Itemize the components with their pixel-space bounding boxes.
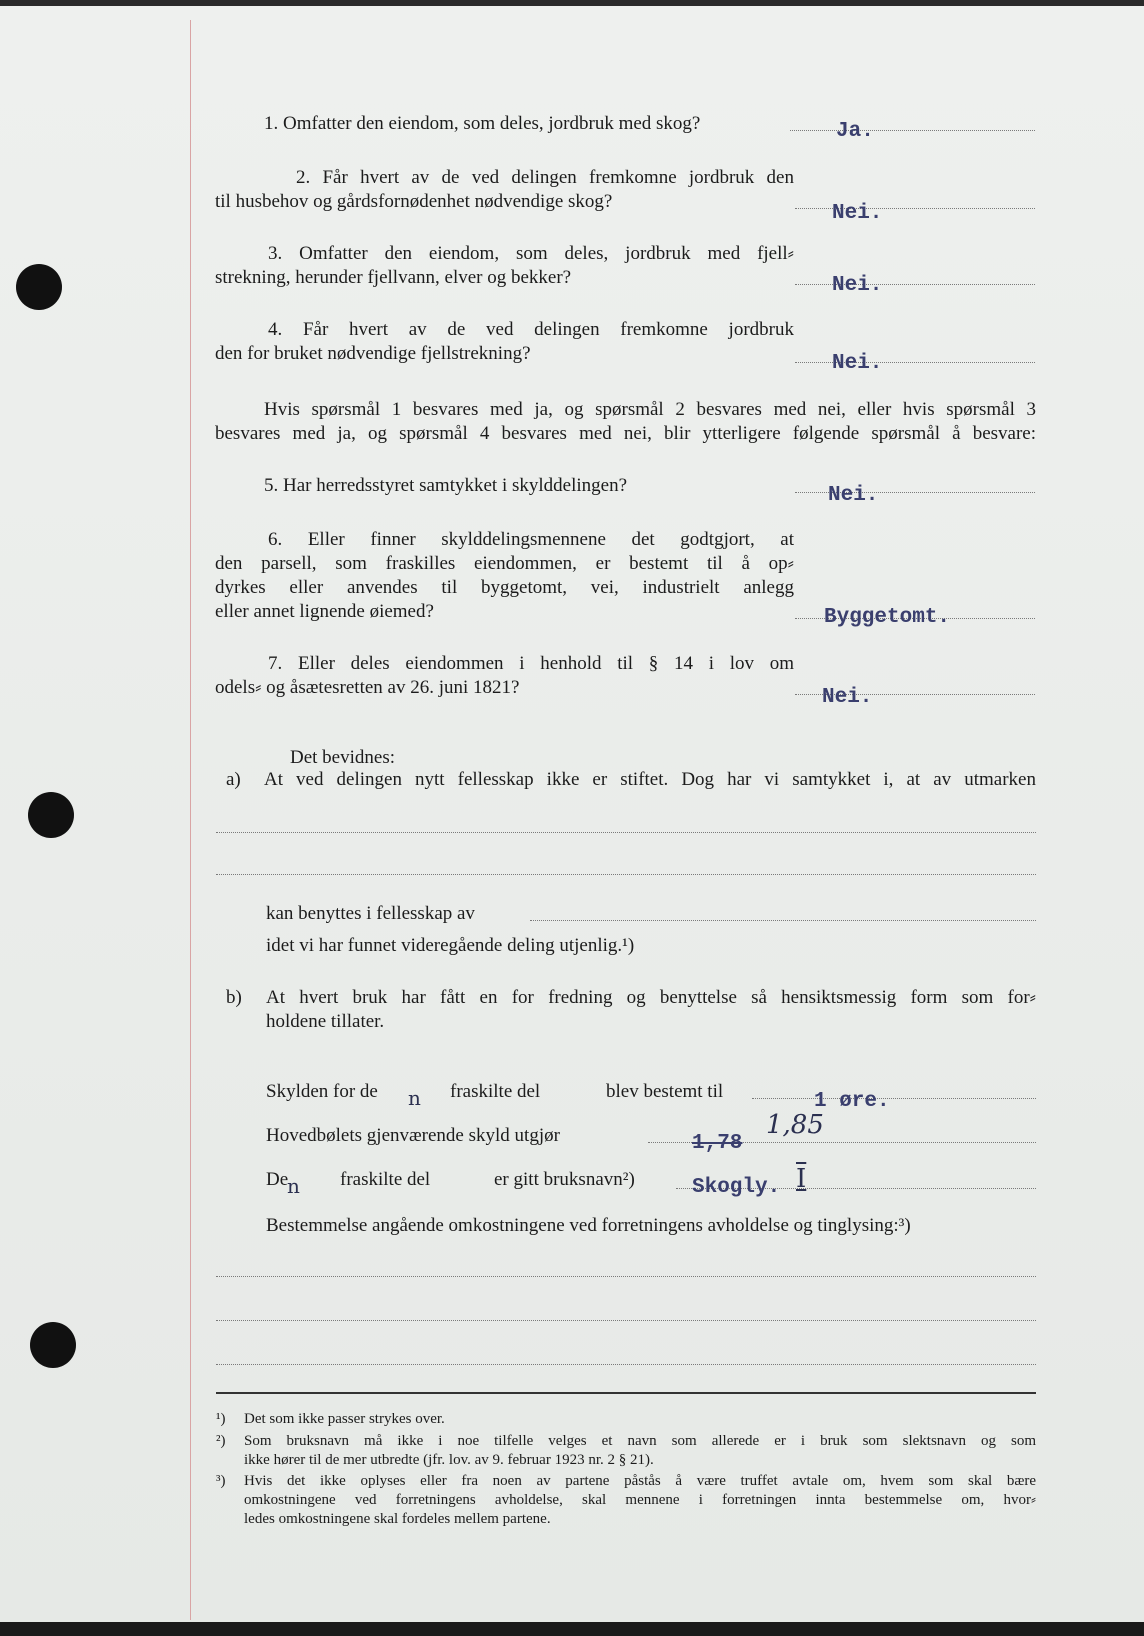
footnote-3-line1: Hvis det ikke oplyses eller fra noen av partene påstås å være truffet avtale om, hvem som skal bære bbox=[244, 1473, 1036, 1489]
answer-line bbox=[795, 284, 1035, 285]
footnote-2-line1: Som bruksnavn må ikke i noe tilfelle velges et navn som allerede er i bruk som slektsnavn og som bbox=[244, 1433, 1036, 1449]
footnote-rule bbox=[216, 1392, 1036, 1394]
bruksnavn-label-c: er gitt bruksnavn²) bbox=[494, 1169, 635, 1190]
omkostninger-label: Bestemmelse angående omkostningene ved forretningens avholdelse og tinglysing:³) bbox=[266, 1215, 911, 1236]
attest-b-line1: At hvert bruk har fått en for fredning og benyttelse så hensiktsmessig form som for⸗ bbox=[266, 987, 1036, 1008]
answer-4: Nei. bbox=[832, 352, 883, 375]
skyld-label-b: fraskilte del bbox=[450, 1081, 541, 1102]
question-5: 5. Har herredsstyret samtykket i skylddelingen? bbox=[264, 475, 628, 496]
attest-a-text: At ved delingen nytt fellesskap ikke er stiftet. Dog har vi samtykket i, at av utmarken bbox=[264, 769, 1036, 790]
punch-hole bbox=[28, 792, 74, 838]
question-1: 1. Omfatter den eiendom, som deles, jordbruk med skog? bbox=[264, 113, 701, 134]
question-4-line2: den for bruket nødvendige fjellstrekning? bbox=[215, 343, 531, 364]
footnote-2-mark: ²) bbox=[216, 1433, 226, 1449]
answer-7: Nei. bbox=[822, 686, 873, 709]
answer-1: Ja. bbox=[836, 120, 874, 143]
footnote-1-line1: Det som ikke passer strykes over. bbox=[244, 1411, 445, 1427]
answer-3: Nei. bbox=[832, 274, 883, 297]
footnote-3-line2: omkostningene ved forretningens avholdelse, skal mennene i forretningen innta bestemmelse om, hvor⸗ bbox=[244, 1492, 1036, 1508]
bruksnavn-n: n bbox=[287, 1174, 300, 1198]
conditional-line2: besvares med ja, og spørsmål 4 besvares med nei, blir ytterligere følgende spørsmål å besvare: bbox=[215, 423, 1036, 444]
answer-line bbox=[795, 362, 1035, 363]
answer-5: Nei. bbox=[828, 484, 879, 507]
question-6-line2: den parsell, som fraskilles eiendommen, er bestemt til å op⸗ bbox=[215, 553, 794, 574]
attest-b-line2: holdene tillater. bbox=[266, 1011, 385, 1032]
attest-b-label: b) bbox=[226, 987, 242, 1008]
question-6-line1: 6. Eller finner skylddelingsmennene det godtgjort, at bbox=[268, 529, 794, 550]
question-3-line2: strekning, herunder fjellvann, elver og bekker? bbox=[215, 267, 572, 288]
skyld-label-a: Skylden for de bbox=[266, 1081, 378, 1102]
attest-heading: Det bevidnes: bbox=[290, 747, 396, 768]
scan-top-edge bbox=[0, 0, 1144, 6]
footnote-3-mark: ³) bbox=[216, 1473, 226, 1489]
question-4-line1: 4. Får hvert av de ved delingen fremkomne jordbruk bbox=[268, 319, 794, 340]
punch-hole bbox=[30, 1322, 76, 1368]
question-2-line1: 2. Får hvert av de ved delingen fremkomne jordbruk den bbox=[296, 167, 794, 188]
question-6-line4: eller annet lignende øiemed? bbox=[215, 601, 434, 622]
footnote-2-line2: ikke hører til de mer utbredte (jfr. lov. av 9. februar 1923 nr. 2 § 21). bbox=[244, 1452, 654, 1468]
punch-hole bbox=[16, 264, 62, 310]
answer-line bbox=[752, 1098, 1036, 1099]
skyld-answer: 1 øre. bbox=[814, 1090, 890, 1113]
blank-line bbox=[216, 1276, 1036, 1277]
margin-line bbox=[190, 20, 191, 1620]
skyld-n: n bbox=[408, 1086, 421, 1110]
bruksnavn-handwritten: I bbox=[796, 1164, 807, 1194]
blank-line bbox=[216, 874, 1036, 875]
attest-a-cont2: idet vi har funnet videregående deling utjenlig.¹) bbox=[266, 935, 635, 956]
blank-line bbox=[216, 1364, 1036, 1365]
question-6-line3: dyrkes eller anvendes til byggetomt, vei, industrielt anlegg bbox=[215, 577, 794, 598]
attest-a-cont1: kan benyttes i fellesskap av bbox=[266, 903, 475, 924]
answer-line bbox=[790, 130, 1035, 131]
scan-bottom-edge bbox=[0, 1622, 1144, 1636]
blank-line bbox=[216, 1320, 1036, 1321]
question-2-line2: til husbehov og gårdsfornødenhet nødvendige skog? bbox=[215, 191, 613, 212]
bruksnavn-label-a: De bbox=[266, 1169, 289, 1190]
attest-a-label: a) bbox=[226, 769, 241, 790]
hovedbol-struck-value: 1,78 bbox=[692, 1132, 743, 1155]
question-3-line1: 3. Omfatter den eiendom, som deles, jordbruk med fjell⸗ bbox=[268, 243, 794, 264]
question-7-line1: 7. Eller deles eiendommen i henhold til § 14 i lov om bbox=[268, 653, 794, 674]
hovedbol-label: Hovedbølets gjenværende skyld utgjør bbox=[266, 1125, 560, 1146]
hovedbol-handwritten-value: 1,85 bbox=[766, 1110, 824, 1140]
bruksnavn-answer: Skogly. bbox=[692, 1176, 781, 1199]
answer-line bbox=[795, 208, 1035, 209]
bruksnavn-label-b: fraskilte del bbox=[340, 1169, 431, 1190]
question-7-line2: odels⸗ og åsætesretten av 26. juni 1821? bbox=[215, 677, 520, 698]
blank-line bbox=[530, 920, 1036, 921]
answer-2: Nei. bbox=[832, 202, 883, 225]
skyld-label-c: blev bestemt til bbox=[606, 1081, 724, 1102]
footnote-3-line3: ledes omkostningene skal fordeles mellem partene. bbox=[244, 1511, 551, 1527]
blank-line bbox=[216, 832, 1036, 833]
conditional-line1: Hvis spørsmål 1 besvares med ja, og spørsmål 2 besvares med nei, eller hvis spørsmål 3 bbox=[264, 399, 1036, 420]
answer-6: Byggetomt. bbox=[824, 606, 951, 629]
footnote-1-mark: ¹) bbox=[216, 1411, 226, 1427]
